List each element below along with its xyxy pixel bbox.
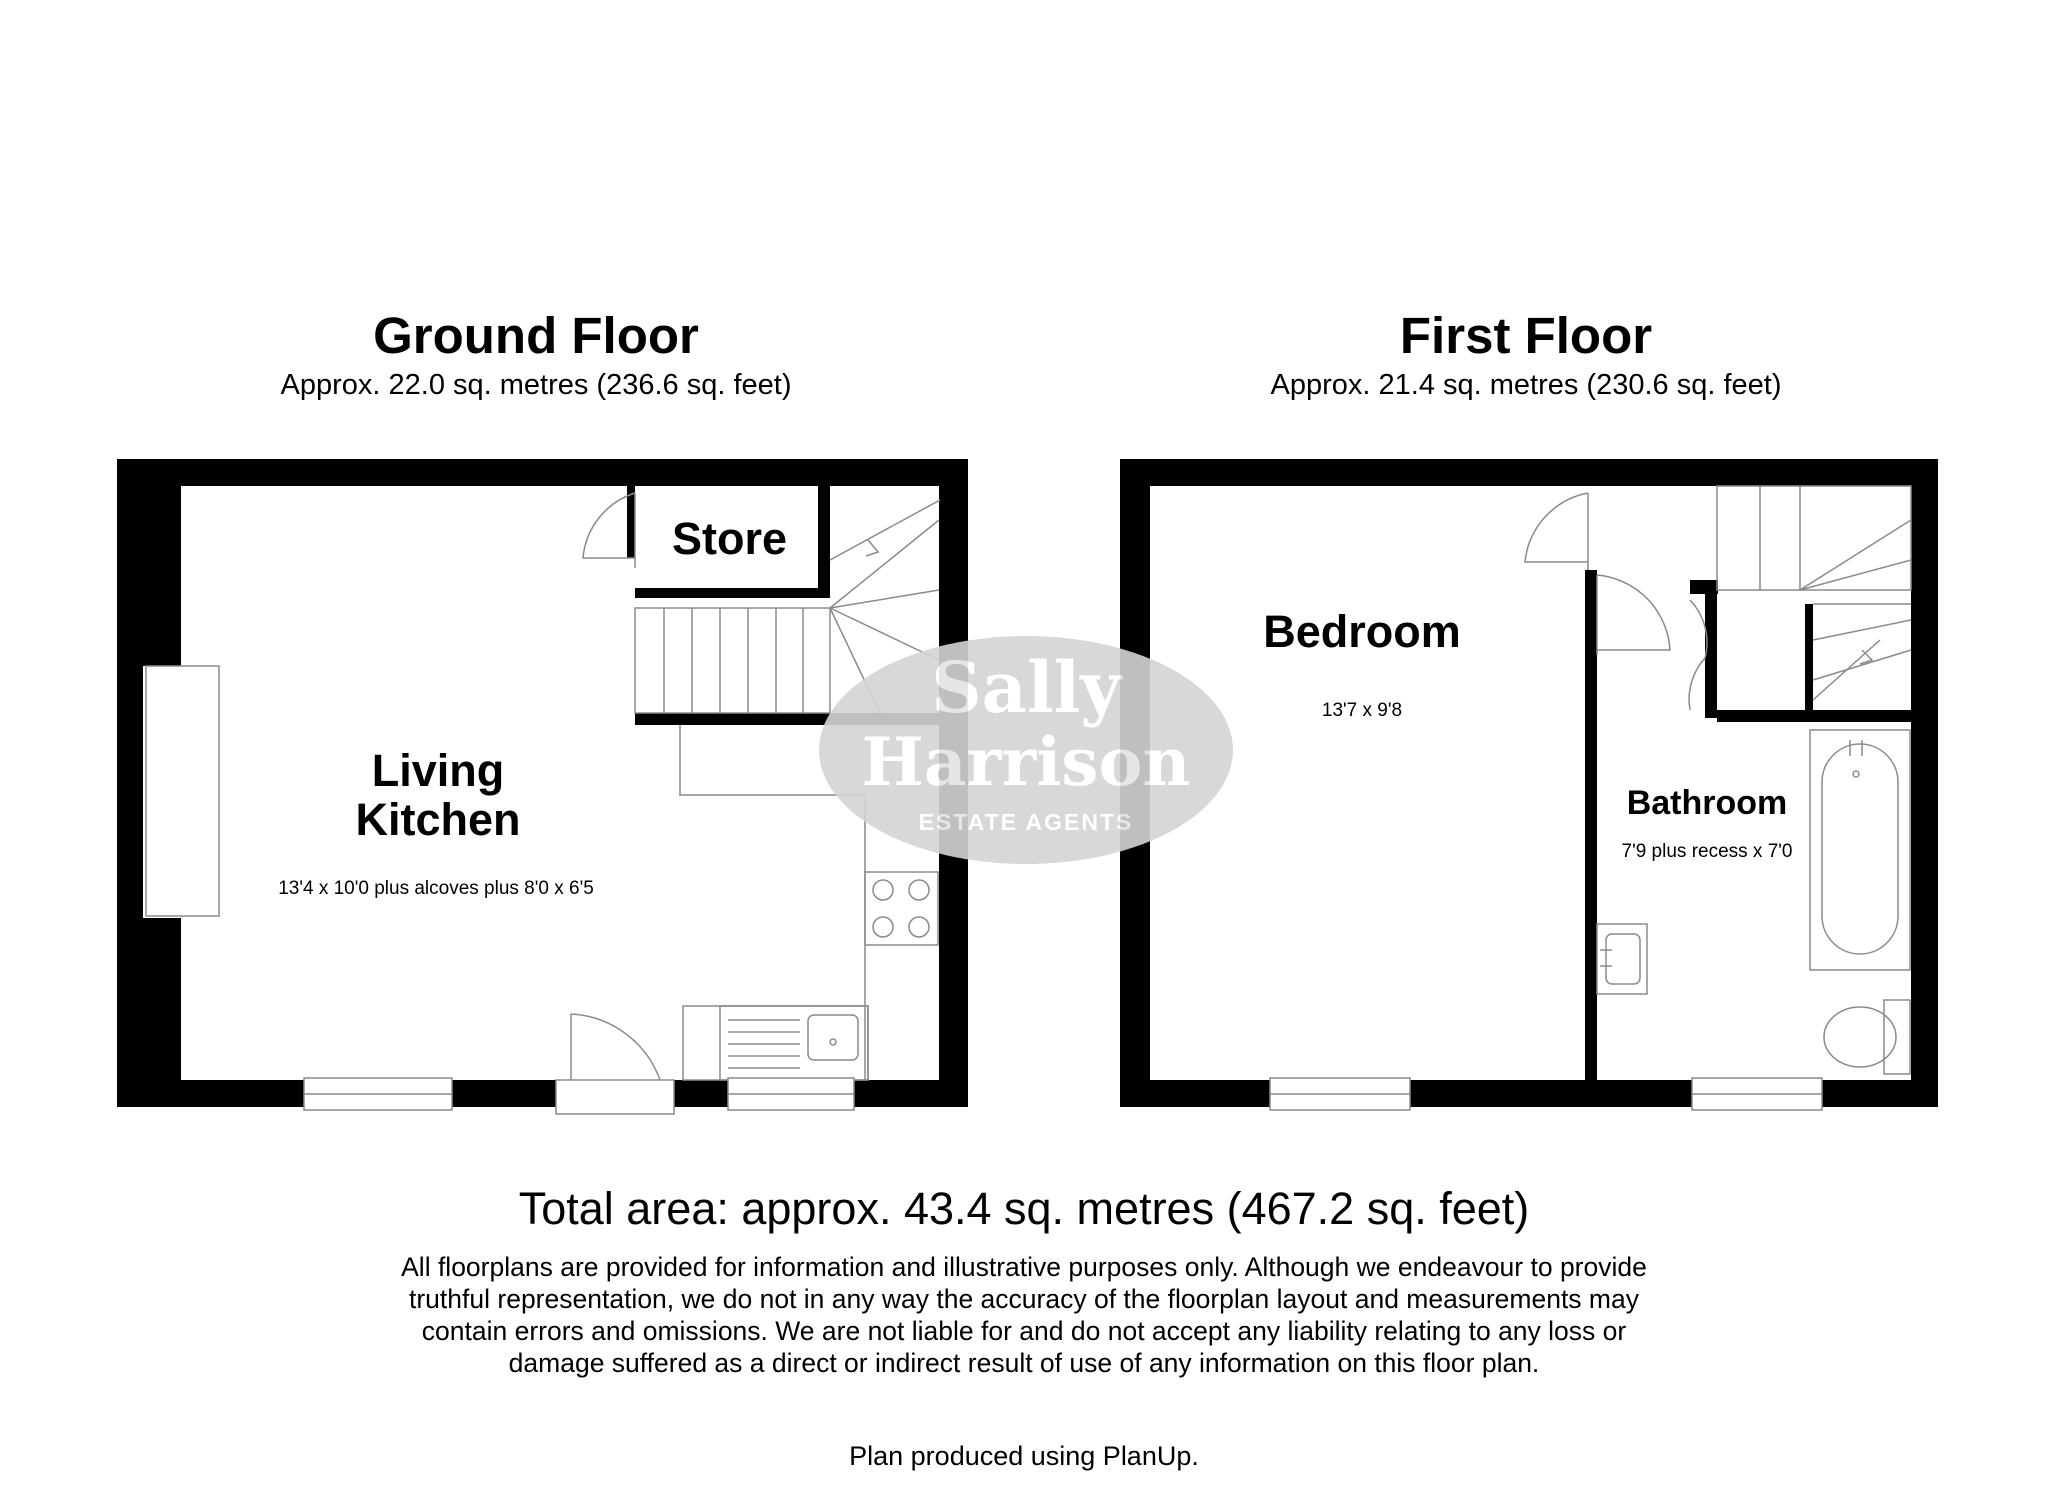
disclaimer-line: damage suffered as a direct or indirect result of use of any information on this floor plan. [508, 1348, 1540, 1378]
room-name-living-kitchen: Living Kitchen [355, 745, 521, 845]
disclaimer-line: truthful representation, we do not in any way the accuracy of the floorplan layout and measurements may [409, 1284, 1639, 1314]
disclaimer [274, 1251, 1774, 1379]
first-floor-walls [1120, 459, 1938, 1107]
first-floor-area: Approx. 21.4 sq. metres (230.6 sq. feet) [1270, 369, 1782, 401]
room-dims-bathroom: 7'9 plus recess x 7'0 [1621, 841, 1793, 862]
svg-text:ESTATE AGENTS: ESTATE AGENTS [918, 809, 1134, 835]
room-name-bathroom: Bathroom [1626, 784, 1788, 822]
disclaimer-line: All floorplans are provided for information and illustrative purposes only. Although we endeavour to provide [401, 1252, 1647, 1282]
ground-floor-title: Ground Floor [373, 307, 699, 364]
room-dims-bedroom: 13'7 x 9'8 [1321, 700, 1403, 721]
room-name-bedroom: Bedroom [1263, 606, 1461, 657]
bath [1810, 730, 1910, 970]
first-floor-title: First Floor [1399, 307, 1653, 364]
ground-floor-area: Approx. 22.0 sq. metres (236.6 sq. feet) [280, 369, 792, 401]
hob [865, 872, 938, 945]
bedroom-door-swing [1525, 493, 1588, 570]
room-dims-living-kitchen: 13'4 x 10'0 plus alcoves plus 8'0 x 6'5 [278, 878, 594, 899]
first-floor-stairs [1717, 486, 1911, 700]
svg-text:Sally: Sally [931, 646, 1121, 729]
bathroom-door-swing [1597, 575, 1670, 655]
front-door-threshold [556, 1080, 674, 1114]
total-area: Total area: approx. 43.4 sq. metres (467.2 sq. feet) [518, 1183, 1530, 1234]
alcove-cupboard [146, 666, 219, 916]
svg-text:Harrison: Harrison [861, 723, 1191, 801]
toilet [1824, 1000, 1910, 1074]
disclaimer-line: contain errors and omissions. We are not liable for and do not accept any liability relating to any loss or [421, 1316, 1627, 1346]
sink-unit [683, 1006, 868, 1080]
front-door-swing [571, 1014, 660, 1080]
plan-credit: Plan produced using PlanUp. [849, 1441, 1199, 1471]
watermark-logo [819, 636, 1233, 864]
wash-basin [1597, 924, 1647, 994]
cupboard-door-swing [1689, 600, 1707, 710]
room-name-store: Store [671, 513, 788, 564]
